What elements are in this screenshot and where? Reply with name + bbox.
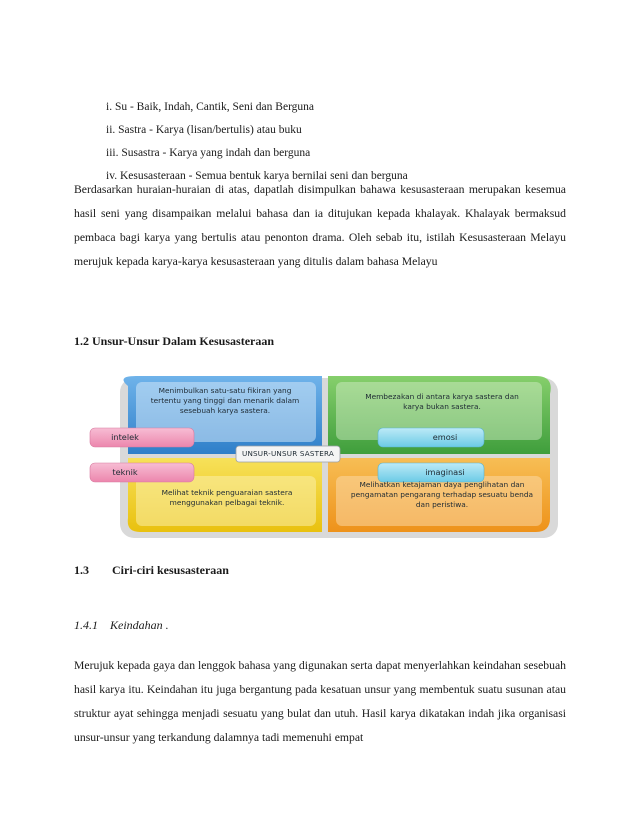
top-left-text: Menimbulkan satu-satu fikiran yang tertentu yang tinggi dan menarik dalam sesebuah karya sastera.: [150, 386, 300, 415]
section-heading-1-3: [74, 563, 229, 578]
bottom-right-text: Melihatkan ketajaman daya penglihatan dan pengamatan pengarang terhadap sesuatu benda dan peristiwa.: [350, 480, 534, 509]
heading-title: Keindahan .: [110, 618, 169, 632]
heading-number: 1.3: [74, 563, 89, 577]
section-heading-1-2: 1.2 Unsur-Unsur Dalam Kesusasteraan: [74, 334, 275, 348]
tag-teknik: teknik: [112, 467, 138, 477]
list-item: iii. Susastra - Karya yang indah dan berguna: [106, 147, 311, 159]
top-right-text: Membezakan di antara karya sastera dan karya bukan sastera.: [365, 392, 519, 411]
list-item: i. Su - Baik, Indah, Cantik, Seni dan Berguna: [106, 101, 315, 113]
paragraph-definition-summary: Berdasarkan huraian-huraian di atas, dapatlah disimpulkan bahawa kesusasteraan merupakan kesemua hasil seni yang disampaikan melalui bahasa dan ia ditujukan kepada khalayak. Khalayak bermaksud pembaca bagi karya yang bertulis atau penonton drama. Oleh sebab itu, istilah Kesusasteraan Melayu merujuk kepada karya-karya kesusasteraan yang ditulis dalam bahasa Melayu: [74, 183, 566, 268]
section-heading-1-4-1: [74, 618, 169, 633]
heading-number: 1.4.1: [74, 618, 98, 632]
center-label: UNSUR-UNSUR SASTERA: [241, 449, 335, 458]
definition-list: [106, 96, 408, 188]
bottom-left-text: Melihat teknik penguaraian sastera menggunakan pelbagai teknik.: [161, 488, 293, 507]
tag-imaginasi: imaginasi: [425, 467, 465, 477]
tag-intelek: intelek: [111, 432, 139, 442]
list-item: iv. Kesusasteraan - Semua bentuk karya bernilai seni dan berguna: [106, 170, 408, 182]
list-item: ii. Sastra - Karya (lisan/bertulis) atau buku: [106, 124, 302, 136]
heading-title: Ciri-ciri kesusasteraan: [112, 563, 229, 577]
tag-emosi: emosi: [432, 432, 458, 442]
paragraph-keindahan: Merujuk kepada gaya dan lenggok bahasa yang digunakan serta dapat menyerlahkan keindahan sesebuah hasil karya itu. Keindahan itu juga bergantung pada kesatuan unsur yang membentuk suatu susunan atau struktur ayat sehingga menjadi sesuatu yang bulat dan utuh. Hasil karya dikatakan indah jika organisasi unsur-unsur yang terkandung dalamnya tadi memenuhi empat: [74, 659, 566, 744]
unsur-sastera-diagram: [88, 372, 562, 540]
